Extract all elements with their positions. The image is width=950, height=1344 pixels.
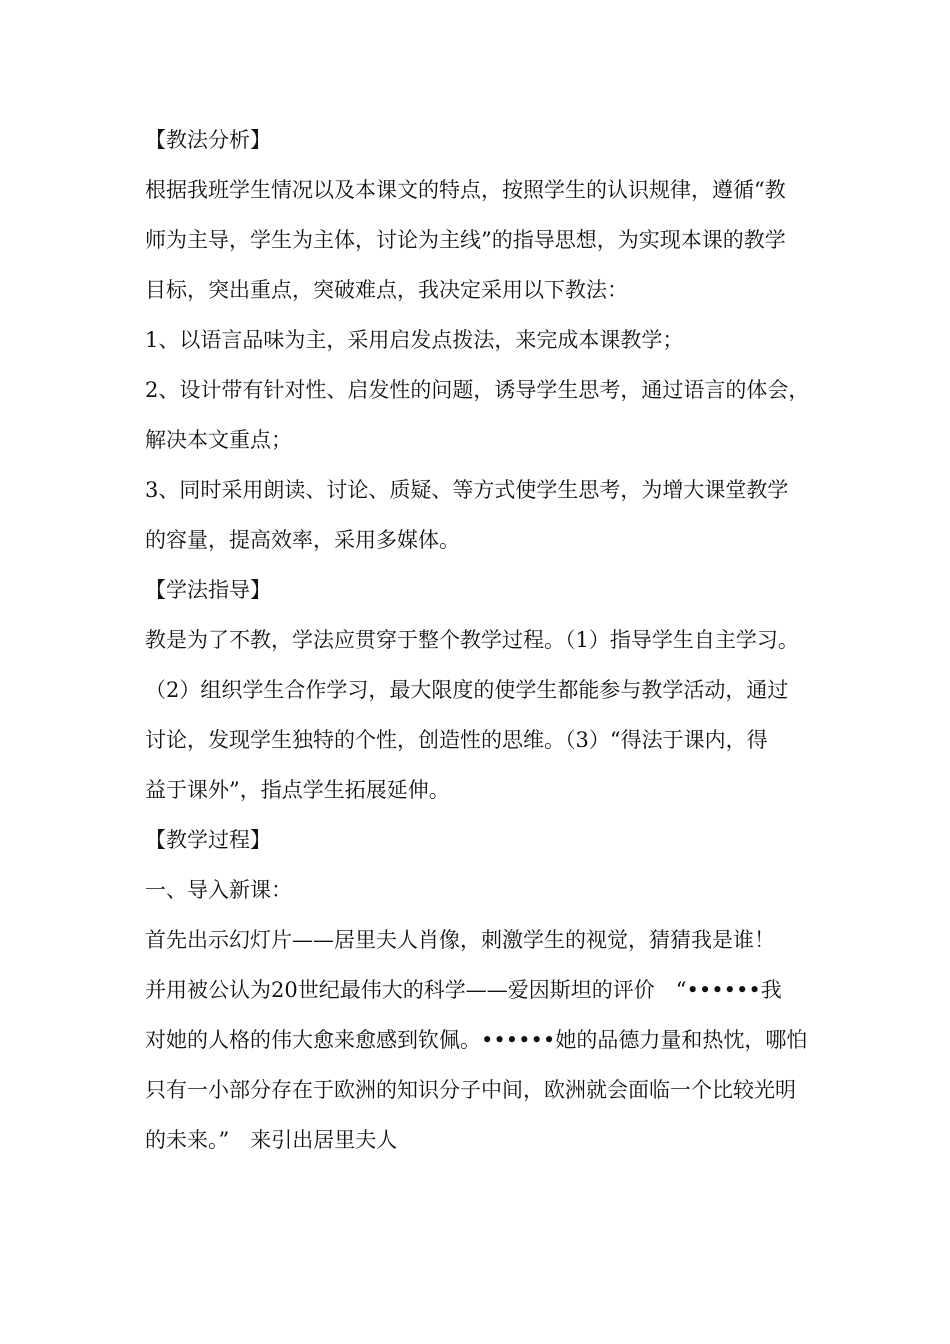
list-item-2-continued: 解决本文重点； (145, 428, 292, 452)
section-heading-learning-guidance: 【学法指导】 (145, 578, 271, 602)
section-heading-teaching-method: 【教法分析】 (145, 128, 271, 152)
list-item-3: 3、同时采用朗读、讨论、质疑、等方式使学生思考，为增大课堂教学 (145, 478, 789, 502)
list-item-3-continued: 的容量，提高效率，采用多媒体。 (145, 528, 460, 552)
paragraph-line: 教是为了不教，学法应贯穿于整个教学过程。（1）指导学生自主学习。 (145, 628, 799, 652)
paragraph-line: （2）组织学生合作学习，最大限度的使学生都能参与教学活动，通过 (145, 678, 789, 702)
paragraph-line: 讨论，发现学生独特的个性，创造性的思维。（3）“得法于课内，得 (145, 728, 768, 752)
paragraph-line: 师为主导，学生为主体，讨论为主线”的指导思想，为实现本课的教学 (145, 228, 786, 252)
paragraph-line: 根据我班学生情况以及本课文的特点，按照学生的认识规律，遵循“教 (145, 178, 786, 202)
subsection-heading-intro: 一、导入新课： (145, 878, 292, 902)
paragraph-line: 对她的人格的伟大愈来愈感到钦佩。••••••她的品德力量和热忱，哪怕 (145, 1028, 808, 1052)
paragraph-line: 只有一小部分存在于欧洲的知识分子中间，欧洲就会面临一个比较光明 (145, 1078, 796, 1102)
paragraph-line: 目标，突出重点，突破难点，我决定采用以下教法： (145, 278, 628, 302)
paragraph-line: 的未来。” 来引出居里夫人 (145, 1128, 398, 1152)
list-item-2: 2、设计带有针对性、启发性的问题，诱导学生思考，通过语言的体会， (145, 378, 810, 402)
paragraph-line: 益于课外”，指点学生拓展延伸。 (145, 778, 450, 802)
paragraph-line: 并用被公认为20世纪最伟大的科学——爱因斯坦的评价 “••••••我 (145, 978, 782, 1002)
section-heading-teaching-process: 【教学过程】 (145, 828, 271, 852)
list-item-1: 1、以语言品味为主，采用启发点拨法，来完成本课教学； (145, 328, 684, 352)
document-body (145, 115, 815, 1165)
paragraph-line: 首先出示幻灯片——居里夫人肖像，刺激学生的视觉，猜猜我是谁！ (145, 928, 775, 952)
